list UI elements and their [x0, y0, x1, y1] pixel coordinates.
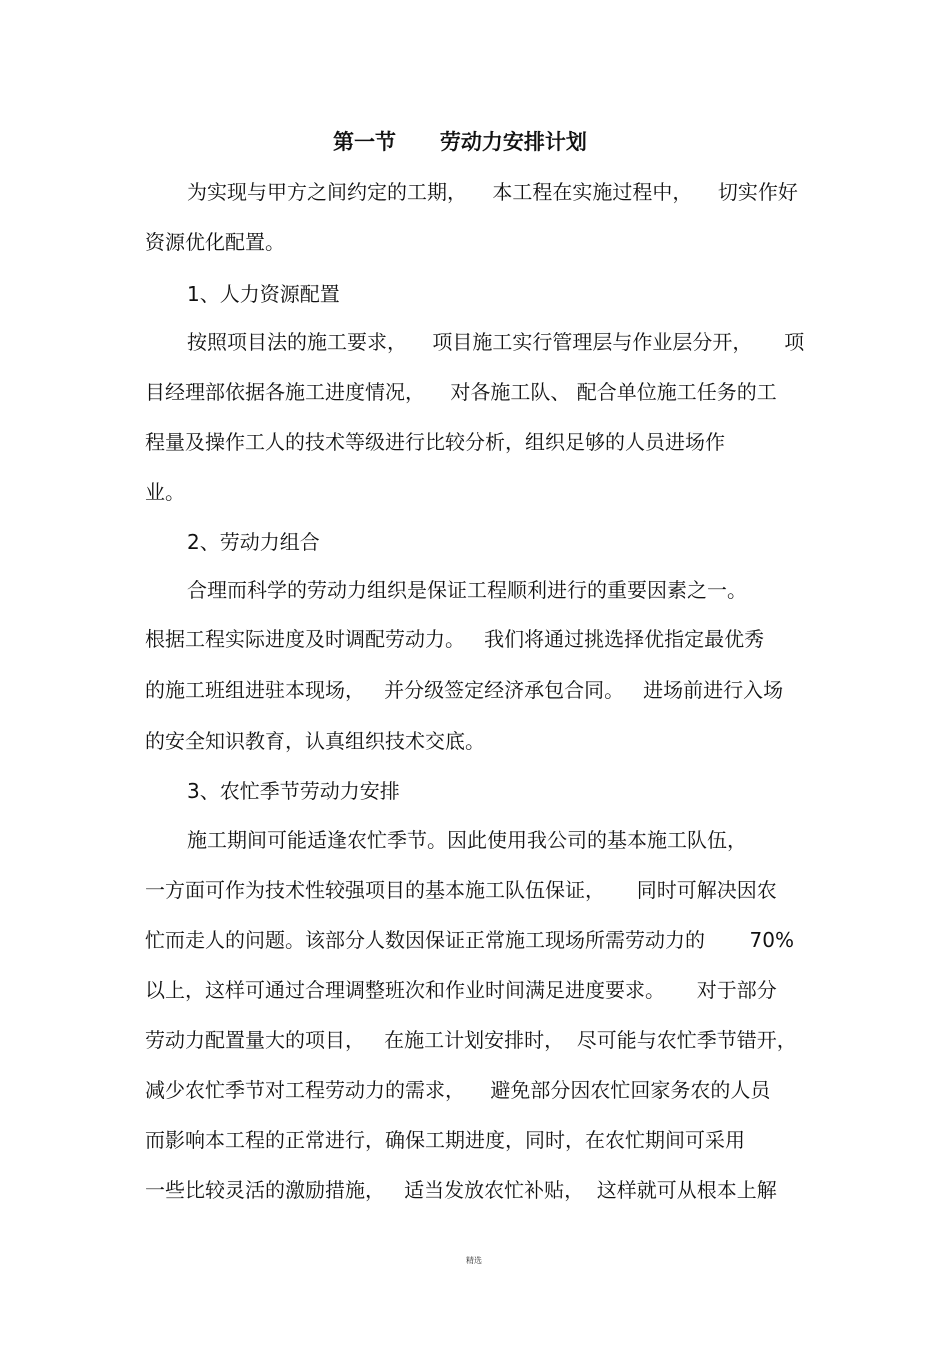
paragraph-line: 一方面可作为技术性较强项目的基本施工队伍保证， 同时可解决因农	[145, 878, 777, 902]
paragraph-line: 根据工程实际进度及时调配劳动力。 我们将通过挑选择优指定最优秀	[145, 627, 765, 651]
paragraph-line: 一些比较灵活的激励措施， 适当发放农忙补贴， 这样就可从根本上解	[145, 1178, 777, 1202]
paragraph-line: 以上，这样可通过合理调整班次和作业时间满足进度要求。 对于部分	[145, 978, 777, 1002]
paragraph-line: 施工期间可能适逢农忙季节。因此使用我公司的基本施工队伍，	[187, 828, 747, 852]
paragraph-line: 目经理部依据各施工进度情况， 对各施工队、 配合单位施工任务的工	[145, 380, 777, 404]
paragraph-line: 忙而走人的问题。该部分人数因保证正常施工现场所需劳动力的 70%	[145, 928, 794, 952]
paragraph-line: 为实现与甲方之间约定的工期， 本工程在实施过程中， 切实作好	[187, 180, 798, 204]
paragraph-line: 劳动力配置量大的项目， 在施工计划安排时， 尽可能与农忙季节错开，	[145, 1028, 797, 1052]
paragraph-line: 合理而科学的劳动力组织是保证工程顺利进行的重要因素之一。	[187, 578, 747, 602]
paragraph-line: 按照项目法的施工要求， 项目施工实行管理层与作业层分开， 项	[187, 330, 805, 354]
paragraph-line: 程量及操作工人的技术等级进行比较分析，组织足够的人员进场作	[145, 430, 725, 454]
paragraph-line: 的安全知识教育，认真组织技术交底。	[145, 729, 485, 753]
subheading-human-resources: 1、人力资源配置	[187, 282, 340, 306]
paragraph-line: 资源优化配置。	[145, 230, 285, 254]
paragraph-line: 的施工班组进驻本现场， 并分级签定经济承包合同。 进场前进行入场	[145, 678, 784, 702]
subheading-labor-combination: 2、劳动力组合	[187, 530, 320, 554]
section-title: 第一节 劳动力安排计划	[333, 130, 587, 154]
page-footer: 精选	[466, 1256, 482, 1265]
paragraph-line: 业。	[145, 480, 185, 504]
paragraph-line: 减少农忙季节对工程劳动力的需求， 避免部分因农忙回家务农的人员	[145, 1078, 771, 1102]
subheading-busy-season: 3、农忙季节劳动力安排	[187, 779, 400, 803]
paragraph-line: 而影响本工程的正常进行，确保工期进度，同时，在农忙期间可采用	[145, 1128, 745, 1152]
